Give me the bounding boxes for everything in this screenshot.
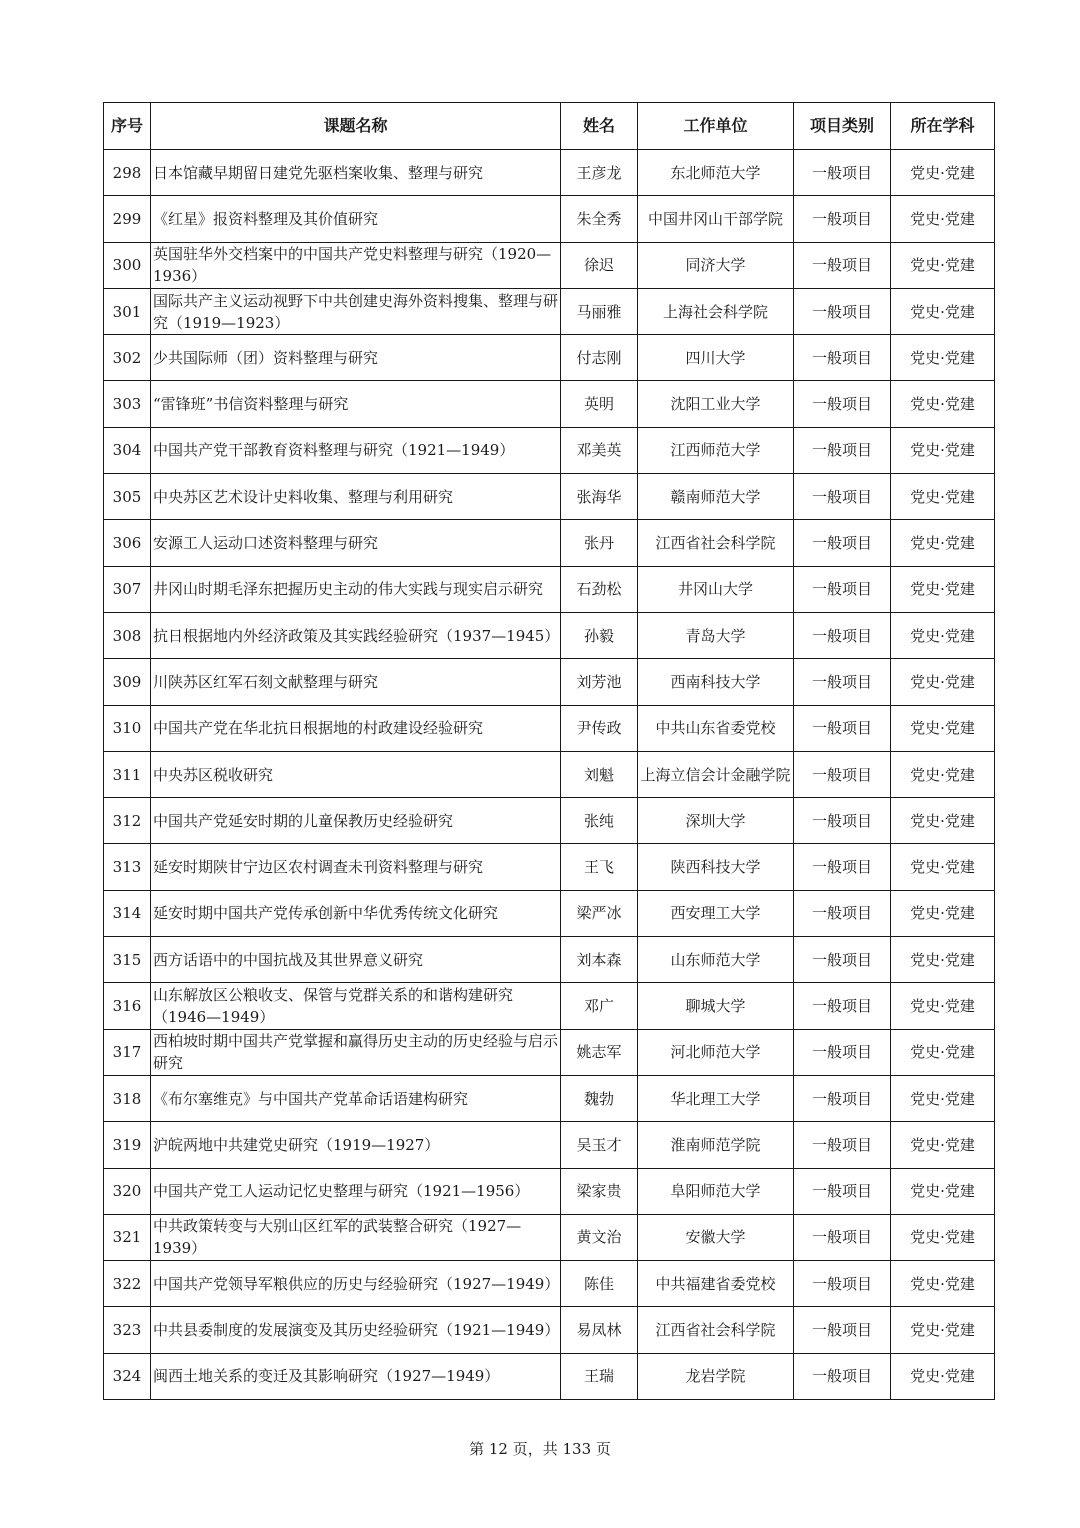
row-name: 邓广 [561,983,638,1029]
row-category: 一般项目 [794,937,891,983]
row-name: 刘芳池 [561,659,638,705]
table-row [104,1075,995,1121]
row-unit: 东北师范大学 [638,150,794,196]
row-title: 西柏坡时期中国共产党掌握和赢得历史主动的历史经验与启示研究 [151,1029,561,1075]
row-unit: 江西省社会科学院 [638,520,794,566]
table-row [104,844,995,890]
row-name: 孙毅 [561,612,638,658]
row-title: 中央苏区艺术设计史料收集、整理与利用研究 [151,474,561,520]
row-category: 一般项目 [794,705,891,751]
row-num: 306 [104,520,151,566]
row-category: 一般项目 [794,1307,891,1353]
row-category: 一般项目 [794,983,891,1029]
row-num: 319 [104,1122,151,1168]
row-category: 一般项目 [794,381,891,427]
row-unit: 四川大学 [638,335,794,381]
row-title: 中国共产党在华北抗日根据地的村政建设经验研究 [151,705,561,751]
table-row [104,751,995,797]
row-name: 刘魁 [561,751,638,797]
row-subject: 党史·党建 [891,844,995,890]
row-num: 309 [104,659,151,705]
row-subject: 党史·党建 [891,1029,995,1075]
row-category: 一般项目 [794,427,891,473]
row-unit: 山东师范大学 [638,937,794,983]
row-num: 317 [104,1029,151,1075]
row-category: 一般项目 [794,242,891,288]
row-name: 石劲松 [561,566,638,612]
row-subject: 党史·党建 [891,520,995,566]
row-subject: 党史·党建 [891,288,995,334]
row-category: 一般项目 [794,751,891,797]
row-num: 318 [104,1075,151,1121]
table-row [104,520,995,566]
table-row [104,474,995,520]
row-subject: 党史·党建 [891,427,995,473]
table-row [104,890,995,936]
row-title: 川陕苏区红军石刻文献整理与研究 [151,659,561,705]
table-row [104,1261,995,1307]
row-num: 312 [104,798,151,844]
row-unit: 中国井冈山干部学院 [638,196,794,242]
row-unit: 沈阳工业大学 [638,381,794,427]
row-category: 一般项目 [794,1214,891,1260]
table-row [104,150,995,196]
row-subject: 党史·党建 [891,798,995,844]
row-category: 一般项目 [794,150,891,196]
header-subject: 所在学科 [891,103,995,150]
row-title: 井冈山时期毛泽东把握历史主动的伟大实践与现实启示研究 [151,566,561,612]
table-row [104,1353,995,1399]
table-row [104,335,995,381]
row-name: 张纯 [561,798,638,844]
row-title: 中央苏区税收研究 [151,751,561,797]
row-num: 314 [104,890,151,936]
row-unit: 中共山东省委党校 [638,705,794,751]
row-num: 301 [104,288,151,334]
row-title: 中国共产党工人运动记忆史整理与研究（1921—1956） [151,1168,561,1214]
row-subject: 党史·党建 [891,1261,995,1307]
row-subject: 党史·党建 [891,937,995,983]
row-name: 付志刚 [561,335,638,381]
row-unit: 同济大学 [638,242,794,288]
row-subject: 党史·党建 [891,1075,995,1121]
table-row [104,659,995,705]
row-unit: 华北理工大学 [638,1075,794,1121]
row-title: 抗日根据地内外经济政策及其实践经验研究（1937—1945） [151,612,561,658]
table-row [104,798,995,844]
row-num: 313 [104,844,151,890]
row-unit: 淮南师范学院 [638,1122,794,1168]
row-subject: 党史·党建 [891,751,995,797]
row-title: 西方话语中的中国抗战及其世界意义研究 [151,937,561,983]
row-unit: 安徽大学 [638,1214,794,1260]
table-row [104,1122,995,1168]
row-unit: 深圳大学 [638,798,794,844]
row-subject: 党史·党建 [891,566,995,612]
header-name: 姓名 [561,103,638,150]
row-title: 日本馆藏早期留日建党先驱档案收集、整理与研究 [151,150,561,196]
row-subject: 党史·党建 [891,890,995,936]
row-num: 298 [104,150,151,196]
row-category: 一般项目 [794,566,891,612]
table-row [104,1029,995,1075]
table-row [104,1168,995,1214]
table-row [104,705,995,751]
table-row [104,937,995,983]
row-num: 322 [104,1261,151,1307]
row-unit: 井冈山大学 [638,566,794,612]
row-title: 国际共产主义运动视野下中共创建史海外资料搜集、整理与研究（1919—1923） [151,288,561,334]
row-name: 邓美英 [561,427,638,473]
row-subject: 党史·党建 [891,983,995,1029]
row-subject: 党史·党建 [891,1307,995,1353]
row-num: 308 [104,612,151,658]
row-name: 马丽雅 [561,288,638,334]
row-num: 320 [104,1168,151,1214]
row-subject: 党史·党建 [891,150,995,196]
row-subject: 党史·党建 [891,196,995,242]
header-unit: 工作单位 [638,103,794,150]
row-name: 黄文治 [561,1214,638,1260]
row-name: 张丹 [561,520,638,566]
row-num: 299 [104,196,151,242]
table-row [104,427,995,473]
row-category: 一般项目 [794,1075,891,1121]
page-number: 第 12 页，共 133 页 [469,1440,611,1458]
row-num: 302 [104,335,151,381]
row-title: 中国共产党干部教育资料整理与研究（1921—1949） [151,427,561,473]
row-num: 307 [104,566,151,612]
row-unit: 青岛大学 [638,612,794,658]
row-name: 陈佳 [561,1261,638,1307]
row-subject: 党史·党建 [891,381,995,427]
header-category: 项目类别 [794,103,891,150]
row-name: 梁家贵 [561,1168,638,1214]
row-category: 一般项目 [794,1029,891,1075]
row-unit: 聊城大学 [638,983,794,1029]
row-unit: 中共福建省委党校 [638,1261,794,1307]
projects-table [103,102,995,1400]
row-category: 一般项目 [794,520,891,566]
row-title: 中共县委制度的发展演变及其历史经验研究（1921—1949） [151,1307,561,1353]
row-subject: 党史·党建 [891,1353,995,1399]
row-title: 少共国际师（团）资料整理与研究 [151,335,561,381]
row-category: 一般项目 [794,474,891,520]
row-category: 一般项目 [794,612,891,658]
row-category: 一般项目 [794,196,891,242]
row-title: “雷锋班”书信资料整理与研究 [151,381,561,427]
row-num: 315 [104,937,151,983]
row-title: 闽西土地关系的变迁及其影响研究（1927—1949） [151,1353,561,1399]
row-num: 323 [104,1307,151,1353]
row-name: 王彦龙 [561,150,638,196]
row-category: 一般项目 [794,844,891,890]
row-category: 一般项目 [794,1122,891,1168]
row-unit: 江西师范大学 [638,427,794,473]
row-subject: 党史·党建 [891,612,995,658]
table-row [104,242,995,288]
row-subject: 党史·党建 [891,1214,995,1260]
row-title: 延安时期陕甘宁边区农村调查未刊资料整理与研究 [151,844,561,890]
row-category: 一般项目 [794,1353,891,1399]
row-category: 一般项目 [794,890,891,936]
row-num: 321 [104,1214,151,1260]
row-subject: 党史·党建 [891,242,995,288]
row-category: 一般项目 [794,1261,891,1307]
row-subject: 党史·党建 [891,335,995,381]
row-category: 一般项目 [794,798,891,844]
row-subject: 党史·党建 [891,474,995,520]
row-name: 徐迟 [561,242,638,288]
table-row [104,1307,995,1353]
row-unit: 江西省社会科学院 [638,1307,794,1353]
row-num: 316 [104,983,151,1029]
row-subject: 党史·党建 [891,659,995,705]
table-row [104,196,995,242]
row-num: 324 [104,1353,151,1399]
row-title: 沪皖两地中共建党史研究（1919—1927） [151,1122,561,1168]
row-title: 《布尔塞维克》与中国共产党革命话语建构研究 [151,1075,561,1121]
row-unit: 赣南师范大学 [638,474,794,520]
row-unit: 阜阳师范大学 [638,1168,794,1214]
row-name: 朱全秀 [561,196,638,242]
row-name: 刘本森 [561,937,638,983]
row-unit: 上海社会科学院 [638,288,794,334]
row-name: 张海华 [561,474,638,520]
row-category: 一般项目 [794,288,891,334]
row-num: 303 [104,381,151,427]
table-row [104,1214,995,1260]
row-num: 311 [104,751,151,797]
row-name: 魏勃 [561,1075,638,1121]
row-num: 310 [104,705,151,751]
table-row [104,381,995,427]
table-row [104,288,995,334]
table-row [104,612,995,658]
row-title: 《红星》报资料整理及其价值研究 [151,196,561,242]
row-unit: 陕西科技大学 [638,844,794,890]
row-name: 易凤林 [561,1307,638,1353]
row-name: 梁严冰 [561,890,638,936]
header-num: 序号 [104,103,151,150]
header-title: 课题名称 [151,103,561,150]
row-name: 尹传政 [561,705,638,751]
row-title: 英国驻华外交档案中的中国共产党史料整理与研究（1920—1936） [151,242,561,288]
row-title: 中共政策转变与大别山区红军的武装整合研究（1927—1939） [151,1214,561,1260]
row-subject: 党史·党建 [891,1122,995,1168]
row-num: 304 [104,427,151,473]
row-title: 山东解放区公粮收支、保管与党群关系的和谐构建研究（1946—1949） [151,983,561,1029]
row-subject: 党史·党建 [891,1168,995,1214]
row-num: 300 [104,242,151,288]
row-name: 王飞 [561,844,638,890]
row-unit: 西安理工大学 [638,890,794,936]
row-num: 305 [104,474,151,520]
row-title: 中国共产党领导军粮供应的历史与经验研究（1927—1949） [151,1261,561,1307]
row-unit: 西南科技大学 [638,659,794,705]
table-header-row [104,103,995,150]
row-name: 吴玉才 [561,1122,638,1168]
row-unit: 河北师范大学 [638,1029,794,1075]
row-name: 王瑞 [561,1353,638,1399]
row-title: 安源工人运动口述资料整理与研究 [151,520,561,566]
row-category: 一般项目 [794,1168,891,1214]
table-row [104,983,995,1029]
row-title: 延安时期中国共产党传承创新中华优秀传统文化研究 [151,890,561,936]
row-name: 姚志军 [561,1029,638,1075]
row-unit: 龙岩学院 [638,1353,794,1399]
row-subject: 党史·党建 [891,705,995,751]
row-name: 英明 [561,381,638,427]
row-title: 中国共产党延安时期的儿童保教历史经验研究 [151,798,561,844]
row-category: 一般项目 [794,335,891,381]
row-category: 一般项目 [794,659,891,705]
table-row [104,566,995,612]
row-unit: 上海立信会计金融学院 [638,751,794,797]
